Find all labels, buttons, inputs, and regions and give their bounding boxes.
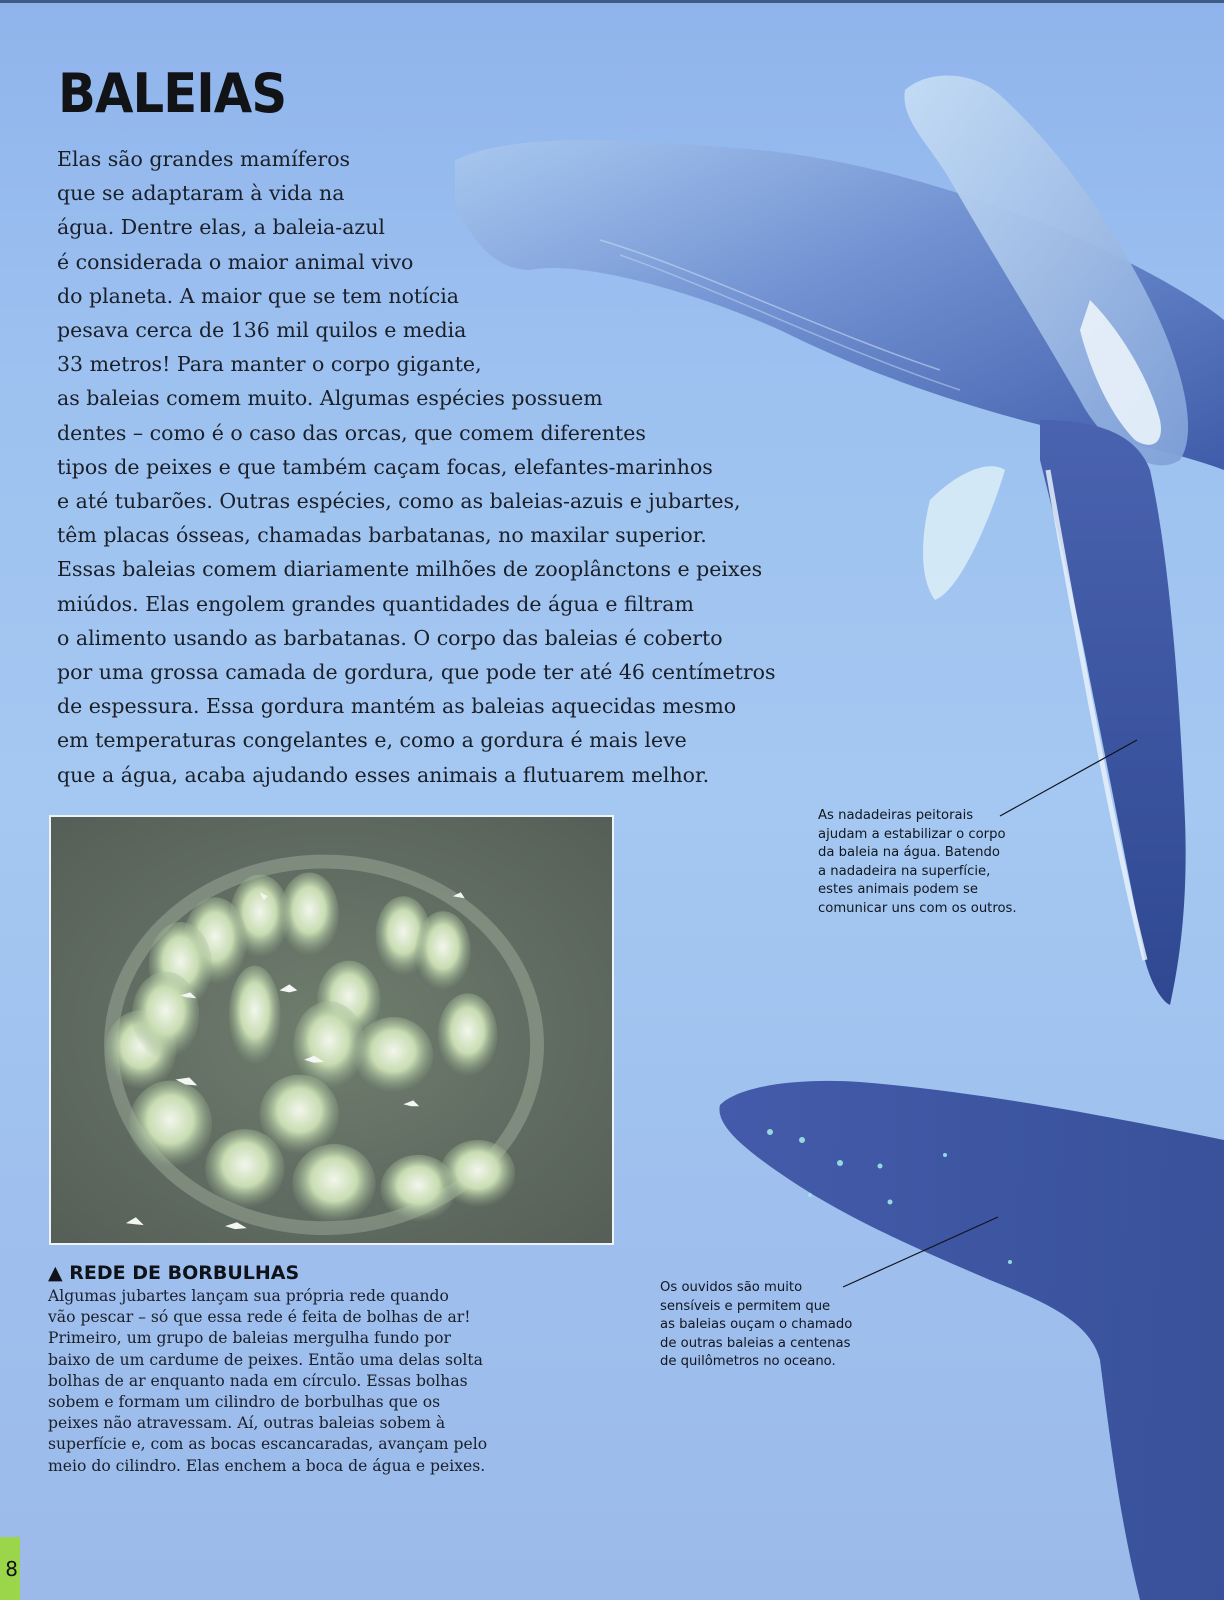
note-line: da baleia na água. Batendo <box>818 845 1000 861</box>
intro-line: de espessura. Essa gordura mantém as baleias aquecidas mesmo <box>57 694 737 719</box>
intro-line: do planeta. A maior que se tem notícia <box>57 283 459 308</box>
note-line: comunicar uns com os outros. <box>818 900 1017 916</box>
note-line: de outras baleias a centenas <box>660 1335 851 1351</box>
intro-line: que a água, acaba ajudando esses animais a flutuarem melhor. <box>57 762 710 787</box>
note-pectoral-fins <box>818 807 1017 919</box>
intro-line: dentes – como é o caso das orcas, que comem diferentes <box>57 420 646 445</box>
intro-line: é considerada o maior animal vivo <box>57 249 414 274</box>
page-number-tab <box>0 1537 20 1600</box>
intro-line: miúdos. Elas engolem grandes quantidades de água e filtram <box>57 591 694 616</box>
note-line: As nadadeiras peitorais <box>818 808 974 823</box>
caption-line: bolhas de ar enquanto nada em círculo. Essas bolhas <box>48 1371 468 1390</box>
caption-title <box>48 1262 299 1284</box>
bubble-net-image <box>51 817 612 1243</box>
caption-line: superfície e, com as bocas escancaradas, avançam pelo <box>48 1435 488 1454</box>
intro-line: Elas são grandes mamíferos <box>57 147 351 171</box>
intro-line: o alimento usando as barbatanas. O corpo das baleias é coberto <box>57 625 723 650</box>
caption-title-text: REDE DE BORBULHAS <box>69 1262 300 1284</box>
note-line: Os ouvidos são muito <box>660 1280 803 1295</box>
intro-line: pesava cerca de 136 mil quilos e media <box>57 318 467 343</box>
intro-line: e até tubarões. Outras espécies, como as baleias-azuis e jubartes, <box>57 489 741 514</box>
intro-line: água. Dentre elas, a baleia-azul <box>57 215 385 240</box>
intro-line: tipos de peixes e que também caçam focas, elefantes-marinhos <box>57 454 713 479</box>
intro-line: 33 metros! Para manter o corpo gigante, <box>57 352 482 377</box>
caption-body <box>48 1286 548 1477</box>
intro-line: em temperaturas congelantes e, como a gordura é mais leve <box>57 728 687 753</box>
intro-paragraph <box>57 142 817 792</box>
note-line: ajudam a estabilizar o corpo <box>818 826 1006 842</box>
caption-line: vão pescar – só que essa rede é feita de bolhas de ar! <box>48 1308 471 1327</box>
intro-line: Essas baleias comem diariamente milhões de zooplânctons e peixes <box>57 557 763 582</box>
intro-line: têm placas ósseas, chamadas barbatanas, no maxilar superior. <box>57 523 707 548</box>
caption-line: baixo de um cardume de peixes. Então uma delas solta <box>48 1350 483 1369</box>
caption-line: Algumas jubartes lançam sua própria rede quando <box>48 1287 449 1305</box>
note-line: as baleias ouçam o chamado <box>660 1317 853 1333</box>
page-number: 8 <box>5 1556 18 1581</box>
note-line: estes animais podem se <box>818 882 979 898</box>
caption-line: sobem e formam um cilindro de borbulhas que os <box>48 1393 441 1412</box>
triangle-up-icon: ▲ <box>48 1262 63 1284</box>
note-line: de quilômetros no oceano. <box>660 1354 836 1370</box>
intro-line: as baleias comem muito. Algumas espécies possuem <box>57 386 603 411</box>
page-title: BALEIAS <box>58 62 287 125</box>
bubble-net-photo <box>49 815 614 1245</box>
note-line: a nadadeira na superfície, <box>818 863 991 879</box>
caption-line: Primeiro, um grupo de baleias mergulha fundo por <box>48 1329 451 1348</box>
caption-line: meio do cilindro. Elas enchem a boca de água e peixes. <box>48 1456 486 1475</box>
note-line: sensíveis e permitem que <box>660 1298 831 1314</box>
note-ears <box>660 1279 852 1372</box>
caption-line: peixes não atravessam. Aí, outras baleias sobem à <box>48 1414 446 1433</box>
intro-line: por uma grossa camada de gordura, que pode ter até 46 centímetros <box>57 660 776 685</box>
intro-line: que se adaptaram à vida na <box>57 181 345 206</box>
